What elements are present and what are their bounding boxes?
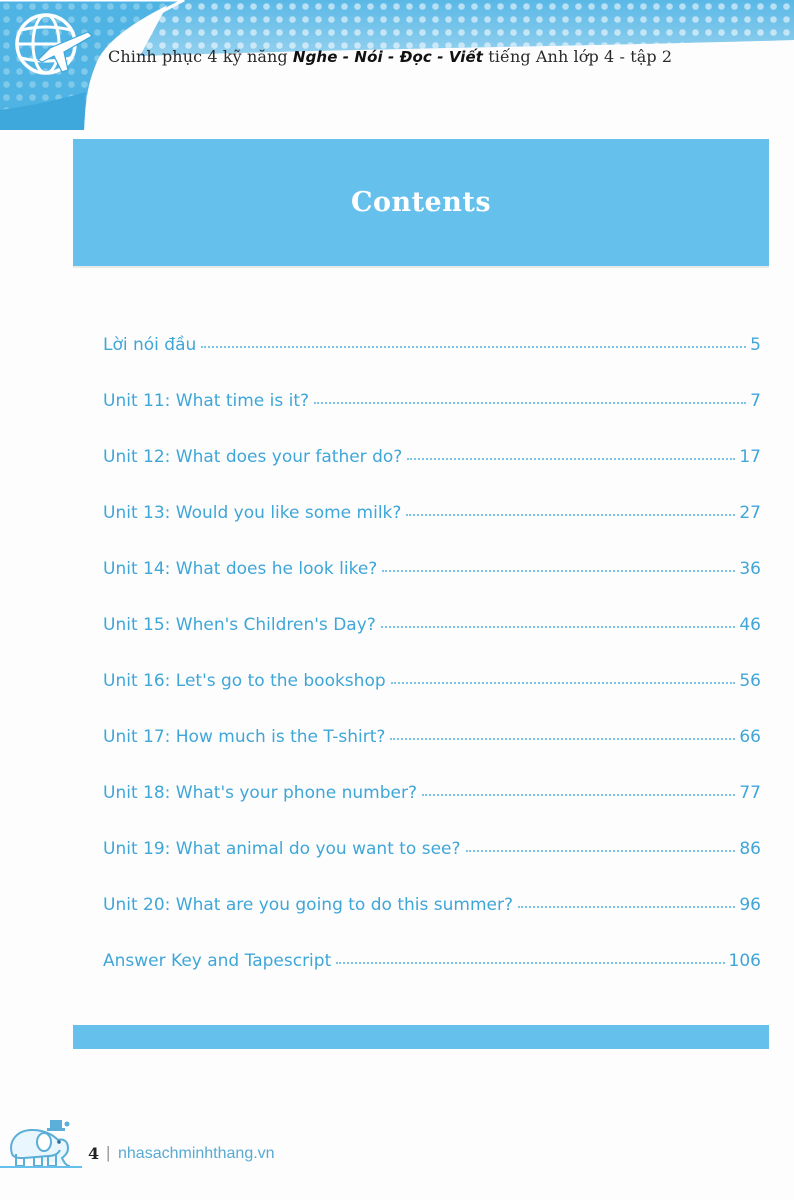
globe-plane-icon (4, 4, 96, 84)
toc-entry-page: 36 (739, 559, 761, 579)
toc-entry-label: Unit 17: How much is the T-shirt? (103, 727, 386, 747)
toc-entry-label: Unit 13: Would you like some milk? (103, 503, 402, 523)
toc-entry-page: 66 (739, 727, 761, 747)
toc-dot-leader (390, 738, 735, 740)
toc-dot-leader (201, 346, 746, 348)
toc-entry (103, 447, 761, 503)
footer-rule (0, 1166, 82, 1168)
toc-entry-label: Unit 20: What are you going to do this summer? (103, 895, 513, 915)
toc-entry (103, 335, 761, 391)
toc-entry-label: Lời nói đầu (103, 335, 197, 355)
toc-entry-page: 86 (739, 839, 761, 859)
toc-entry-label: Unit 19: What animal do you want to see? (103, 839, 461, 859)
toc-dot-leader (314, 402, 746, 404)
footer-separator: | (106, 1143, 111, 1162)
toc-entry (103, 727, 761, 783)
toc-dot-leader (391, 682, 736, 684)
toc-entry (103, 391, 761, 447)
toc-entry-label: Unit 18: What's your phone number? (103, 783, 417, 803)
header-title-skills: Nghe - Nói - Đọc - Viết (292, 48, 484, 66)
bottom-decorative-bar (73, 1025, 769, 1049)
toc-entry-label: Unit 16: Let's go to the bookshop (103, 671, 386, 691)
toc-entry-page: 56 (739, 671, 761, 691)
toc-dot-leader (466, 850, 736, 852)
toc-entry-page: 106 (728, 951, 761, 971)
toc-entry (103, 615, 761, 671)
page-title: Contents (350, 187, 492, 218)
toc-entry (103, 783, 761, 839)
toc-entry-label: Unit 12: What does your father do? (103, 447, 403, 467)
toc-entry-label: Answer Key and Tapescript (103, 951, 332, 971)
page-number: 4 (88, 1144, 100, 1163)
table-of-contents (103, 335, 761, 1007)
toc-dot-leader (406, 514, 735, 516)
toc-entry-label: Unit 14: What does he look like? (103, 559, 378, 579)
toc-dot-leader (381, 626, 736, 628)
toc-dot-leader (422, 794, 735, 796)
header-title-pre: Chinh phục 4 kỹ năng (108, 47, 293, 66)
header-title-post: tiếng Anh lớp 4 - tập 2 (483, 47, 673, 66)
toc-entry (103, 951, 761, 1007)
toc-entry-page: 5 (750, 335, 761, 355)
contents-banner (73, 139, 769, 266)
toc-entry-page: 46 (739, 615, 761, 635)
toc-dot-leader (407, 458, 735, 460)
toc-entry (103, 503, 761, 559)
toc-dot-leader (382, 570, 735, 572)
toc-entry-page: 7 (750, 391, 761, 411)
toc-entry-label: Unit 11: What time is it? (103, 391, 310, 411)
toc-entry-page: 77 (739, 783, 761, 803)
publisher-site: nhasachminhthang.vn (118, 1145, 275, 1162)
toc-entry-label: Unit 15: When's Children's Day? (103, 615, 376, 635)
toc-dot-leader (336, 962, 724, 964)
toc-entry (103, 839, 761, 895)
toc-dot-leader (518, 906, 735, 908)
toc-entry-page: 27 (739, 503, 761, 523)
toc-entry-page: 96 (739, 895, 761, 915)
toc-entry-page: 17 (739, 447, 761, 467)
elephant-icon (4, 1110, 78, 1170)
toc-entry (103, 895, 761, 951)
header-title (108, 47, 672, 66)
toc-entry (103, 559, 761, 615)
toc-entry (103, 671, 761, 727)
